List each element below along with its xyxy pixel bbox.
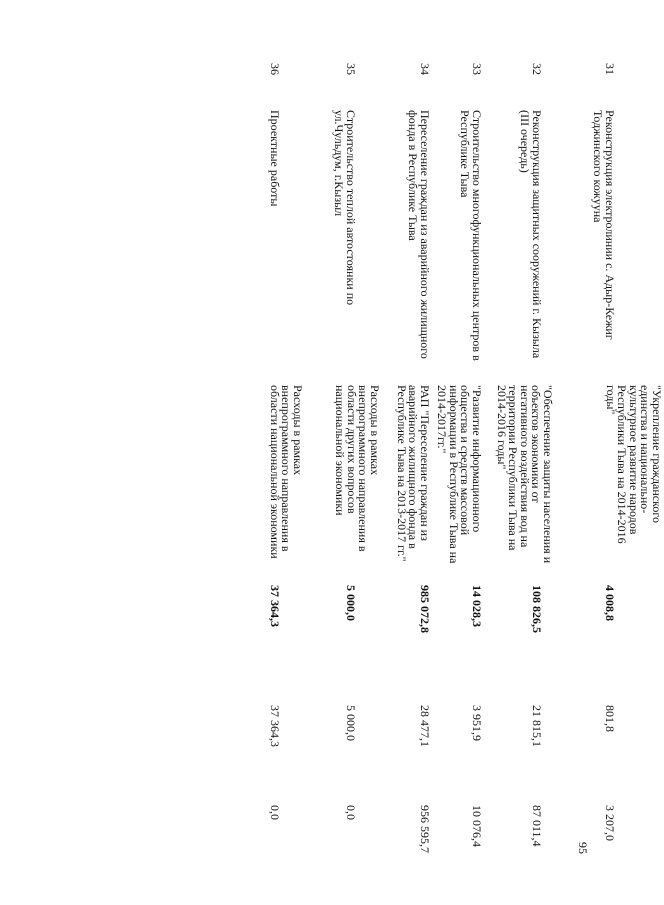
amount-col2: 5 000,0 (344, 705, 358, 741)
object-name: Строительство многофункциональных центров в Республике Тыва (458, 110, 484, 361)
program-name: "Обеспечение защиты населения и объектов экономики от негативного воздействия вод на территории Республики Тыва на 2014-2016 годы" (495, 385, 555, 564)
total-amount: 37 364,3 (268, 585, 282, 627)
amount-col2: 28 477,1 (418, 705, 432, 747)
object-name: Строительство теплой автостоянки по ул.Чульдум, г.Кызыл (332, 110, 358, 306)
amount-col3: 956 595,7 (418, 805, 432, 853)
amount-col3: 10 076,4 (470, 805, 484, 847)
amount-col2: 3 951,9 (470, 705, 484, 741)
object-name: Переселение граждан из аварийного жилищного фонда в Республике Тыва (406, 110, 432, 359)
total-amount: 108 826,5 (530, 585, 544, 633)
object-name: Реконструкция защитных сооружений г. Кызыла (III очередь) (518, 110, 544, 359)
total-amount: 5 000,0 (344, 585, 358, 621)
object-name: Реконструкция электролинии с. Адыр-Кежиг Тоджинского кожууна (591, 110, 617, 340)
program-name: РАП "Переселение граждан из аварийного жилищного фонда в Республике Тыва на 2013-2017 гг." (395, 385, 432, 562)
row-number: 36 (268, 63, 282, 75)
program-name: Расходы в рамках внепрограммного направления в области национальной экономики (268, 385, 305, 559)
amount-col2: 801,8 (603, 705, 617, 732)
row-number: 35 (344, 63, 358, 75)
page-number: 95 (576, 842, 590, 854)
row-number: 33 (470, 63, 484, 75)
amount-col3: 3 207,0 (603, 805, 617, 841)
object-name: Проектные работы (268, 110, 282, 207)
amount-col3: 87 011,4 (530, 805, 544, 847)
total-amount: 14 028,3 (470, 585, 484, 627)
row-number: 31 (603, 63, 617, 75)
amount-col3: 0,0 (344, 805, 358, 820)
amount-col3: 0,0 (268, 805, 282, 820)
budget-table (15, 55, 664, 855)
program-name: Расходы в рамках внепрограммного направления в области других вопросов национальной экономики (333, 385, 382, 552)
program-name: "Развитие информационного общества и средств массовой информации в Республике Тыва на 2014-2017гг." (435, 385, 484, 564)
amount-col2: 37 364,3 (268, 705, 282, 747)
row-number: 32 (530, 63, 544, 75)
amount-col2: 21 815,1 (530, 705, 544, 747)
program-name: "Укрепление гражданского единства и национально- культурное развитие народов Республики Тыва на 2014-2016 годы" (604, 385, 664, 544)
total-amount: 4 008,8 (603, 585, 617, 621)
row-number: 34 (418, 63, 432, 75)
total-amount: 985 072,8 (418, 585, 432, 633)
